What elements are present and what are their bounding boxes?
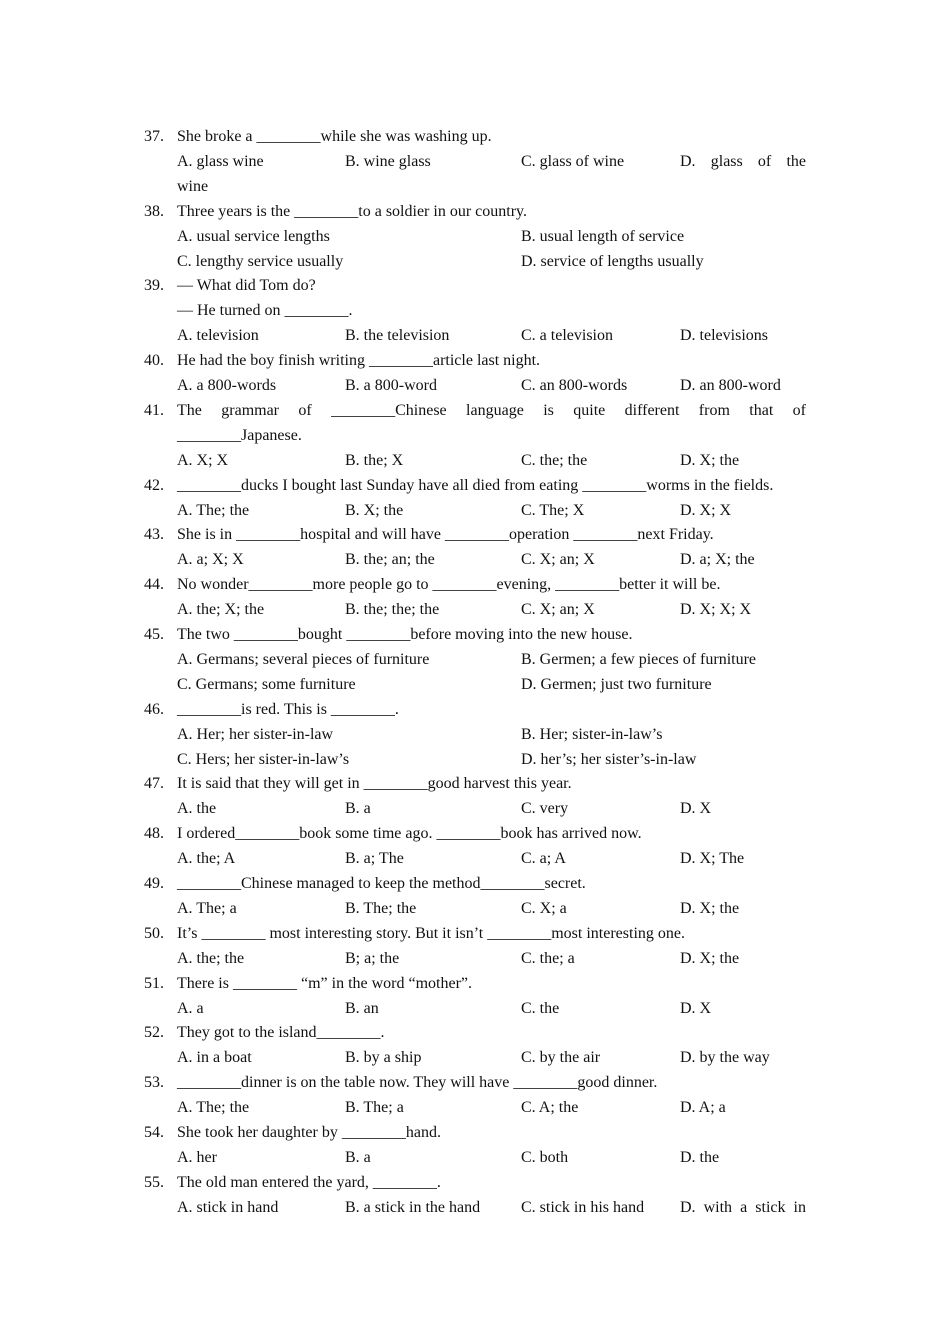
option-d: D. service of lengths usually (521, 252, 704, 270)
option-a: A. television (177, 327, 259, 345)
question-stem: ________ducks I bought last Sunday have all died from eating ________worms in the fields. (177, 476, 774, 494)
option-d-continued: wine (177, 177, 209, 195)
option-d: D. by the way (680, 1049, 770, 1067)
option-c: C. glass of wine (521, 152, 625, 170)
question-stem: There is ________ “m” in the word “mother”. (177, 974, 473, 992)
option-b: B. X; the (345, 501, 404, 519)
question-stem-line (0, 273, 950, 298)
options-row (0, 149, 950, 174)
option-a: A. The; a (177, 899, 237, 917)
option-b: B. the; an; the (345, 551, 435, 569)
options-row (0, 249, 950, 274)
option-c: C. A; the (521, 1099, 579, 1117)
option-b: B. a stick in the hand (345, 1198, 481, 1216)
option-d: D. X; the (680, 949, 740, 967)
question-number: 52. (144, 1024, 164, 1042)
question-stem-continued: — He turned on ________. (177, 302, 353, 320)
option-b: B. a (345, 1148, 371, 1166)
options-row (0, 1095, 950, 1120)
option-b: B. Her; sister-in-law’s (521, 725, 663, 743)
question-number: 53. (144, 1074, 164, 1092)
question-stem-line-2 (0, 423, 950, 448)
option-d: D. a; X; the (680, 551, 755, 569)
options-row (0, 896, 950, 921)
option-c: C. a; A (521, 850, 566, 868)
option-a: A. glass wine (177, 152, 264, 170)
option-d: D. with a stick in (680, 1198, 806, 1216)
option-d: D. X; the (680, 899, 740, 917)
options-row (0, 1045, 950, 1070)
option-d: D. X (680, 800, 712, 818)
options-row (0, 448, 950, 473)
question-number: 54. (144, 1124, 164, 1141)
question-stem-line (0, 971, 950, 996)
option-a: A. the; the (177, 949, 245, 967)
option-c: C. lengthy service usually (177, 252, 344, 270)
question-number: 42. (144, 476, 164, 494)
option-d: D. glass of the (680, 152, 806, 170)
option-a: A. a; X; X (177, 551, 244, 569)
options-row (0, 373, 950, 398)
option-a: A. the; X; the (177, 601, 265, 619)
question-stem-line (0, 1070, 950, 1095)
question-stem: She took her daughter by ________hand. (177, 1124, 441, 1141)
question-number: 38. (144, 202, 164, 220)
question-stem: The grammar of ________Chinese language is quite different from that of (177, 401, 806, 419)
question-number: 46. (144, 700, 164, 718)
question-stem-line (0, 871, 950, 896)
option-d: D. the (680, 1148, 720, 1166)
question-stem-line (0, 124, 950, 149)
option-b: B. the television (345, 327, 450, 345)
options-row (0, 996, 950, 1021)
option-d: D. X; X (680, 501, 732, 519)
option-b: B; a; the (345, 949, 400, 967)
question-number: 44. (144, 576, 164, 594)
option-a: A. X; X (177, 451, 229, 469)
option-c: C. by the air (521, 1049, 601, 1067)
options-row (0, 547, 950, 572)
option-d: D. her’s; her sister’s-in-law (521, 750, 697, 768)
question-stem: He had the boy finish writing ________article last night. (177, 352, 541, 370)
options-row (0, 747, 950, 772)
option-a: A. The; the (177, 1099, 250, 1117)
option-c: C. the (521, 999, 560, 1017)
question-number: 41. (144, 401, 164, 419)
option-b: B. by a ship (345, 1049, 422, 1067)
options-row (0, 597, 950, 622)
options-row (0, 1145, 950, 1170)
question-stem: I ordered________book some time ago. ________book has arrived now. (177, 825, 642, 843)
options-row (0, 722, 950, 747)
option-b: B. the; X (345, 451, 404, 469)
option-c: C. The; X (521, 501, 585, 519)
option-a: A. Germans; several pieces of furniture (177, 650, 430, 668)
option-d: D. X; The (680, 850, 745, 868)
option-c: C. a television (521, 327, 613, 345)
option-b: B. The; the (345, 899, 417, 917)
question-stem-line (0, 622, 950, 647)
question-number: 49. (144, 875, 164, 892)
option-d: D. Germen; just two furniture (521, 675, 712, 693)
question-stem-line-2 (0, 298, 950, 323)
option-b: B. wine glass (345, 152, 431, 170)
question-stem: No wonder________more people go to ________evening, ________better it will be. (177, 576, 721, 594)
option-c: C. very (521, 800, 569, 818)
question-stem: They got to the island________. (177, 1024, 385, 1042)
question-number: 50. (144, 924, 164, 942)
question-number: 40. (144, 352, 164, 370)
option-b: B. a 800-word (345, 377, 437, 394)
option-c: C. an 800-words (521, 377, 628, 394)
question-stem-line (0, 522, 950, 547)
question-stem: It is said that they will get in ________good harvest this year. (177, 775, 572, 793)
option-b: B. usual length of service (521, 227, 685, 245)
option-c: C. X; a (521, 899, 567, 917)
option-a: A. a (177, 999, 204, 1017)
question-stem-line (0, 1120, 950, 1145)
option-d: D. A; a (680, 1099, 726, 1117)
question-stem-line (0, 1020, 950, 1045)
option-d: D. X; X; X (680, 601, 752, 619)
option-b: B. The; a (345, 1099, 404, 1117)
options-row (0, 796, 950, 821)
options-row (0, 1195, 950, 1220)
option-c: C. the; the (521, 451, 588, 469)
question-number: 45. (144, 626, 164, 643)
question-stem-line (0, 921, 950, 946)
question-stem: The two ________bought ________before moving into the new house. (177, 626, 633, 643)
option-a: A. the (177, 800, 217, 818)
option-c: C. X; an; X (521, 601, 595, 619)
option-b: B. a (345, 800, 371, 818)
option-b: B. a; The (345, 850, 404, 868)
option-d: D. X (680, 999, 712, 1017)
question-number: 39. (144, 277, 164, 295)
option-c: C. Germans; some furniture (177, 675, 356, 693)
question-stem: It’s ________ most interesting story. But it isn’t ________most interesting one. (177, 924, 685, 942)
question-stem-line (0, 821, 950, 846)
question-number: 43. (144, 526, 164, 544)
option-c: C. Hers; her sister-in-law’s (177, 750, 350, 768)
question-stem-line (0, 348, 950, 373)
question-stem-line (0, 697, 950, 722)
option-c: C. both (521, 1148, 569, 1166)
option-b: B. Germen; a few pieces of furniture (521, 650, 757, 668)
question-stem-line (0, 771, 950, 796)
option-c: C. stick in his hand (521, 1198, 645, 1216)
option-d: D. televisions (680, 327, 768, 345)
option-a: A. The; the (177, 501, 250, 519)
question-stem-line (0, 473, 950, 498)
option-b: B. an (345, 999, 379, 1017)
option-a: A. the; A (177, 850, 236, 868)
question-number: 48. (144, 825, 164, 843)
question-stem-line (0, 199, 950, 224)
question-stem: ________is red. This is ________. (177, 700, 399, 718)
option-c: C. X; an; X (521, 551, 595, 569)
question-number: 37. (144, 128, 164, 145)
option-a: A. a 800-words (177, 377, 277, 394)
option-a: A. usual service lengths (177, 227, 330, 245)
question-stem: The old man entered the yard, ________. (177, 1173, 441, 1191)
options-row (0, 224, 950, 249)
option-a: A. Her; her sister-in-law (177, 725, 334, 743)
question-stem: — What did Tom do? (177, 277, 316, 295)
question-stem-continued: ________Japanese. (177, 426, 302, 444)
question-stem: She is in ________hospital and will have ________operation ________next Friday. (177, 526, 714, 544)
options-row (0, 647, 950, 672)
option-a: A. her (177, 1148, 217, 1166)
question-number: 51. (144, 974, 164, 992)
options-row (0, 846, 950, 871)
question-number: 55. (144, 1173, 164, 1191)
question-stem-line (0, 572, 950, 597)
question-stem: ________Chinese managed to keep the method________secret. (177, 875, 586, 892)
option-a: A. stick in hand (177, 1198, 279, 1216)
question-stem: She broke a ________while she was washing up. (177, 128, 492, 145)
question-number: 47. (144, 775, 164, 793)
option-a: A. in a boat (177, 1049, 252, 1067)
options-row (0, 946, 950, 971)
question-stem-line (0, 1170, 950, 1195)
option-b: B. the; the; the (345, 601, 440, 619)
question-stem: Three years is the ________to a soldier in our country. (177, 202, 527, 220)
option-d: D. X; the (680, 451, 740, 469)
option-d-wrap-line (0, 174, 950, 199)
option-d: D. an 800-word (680, 377, 781, 394)
options-row (0, 672, 950, 697)
options-row (0, 323, 950, 348)
question-stem-line (0, 398, 950, 423)
option-c: C. the; a (521, 949, 575, 967)
question-stem: ________dinner is on the table now. They will have ________good dinner. (177, 1074, 658, 1092)
options-row (0, 498, 950, 523)
